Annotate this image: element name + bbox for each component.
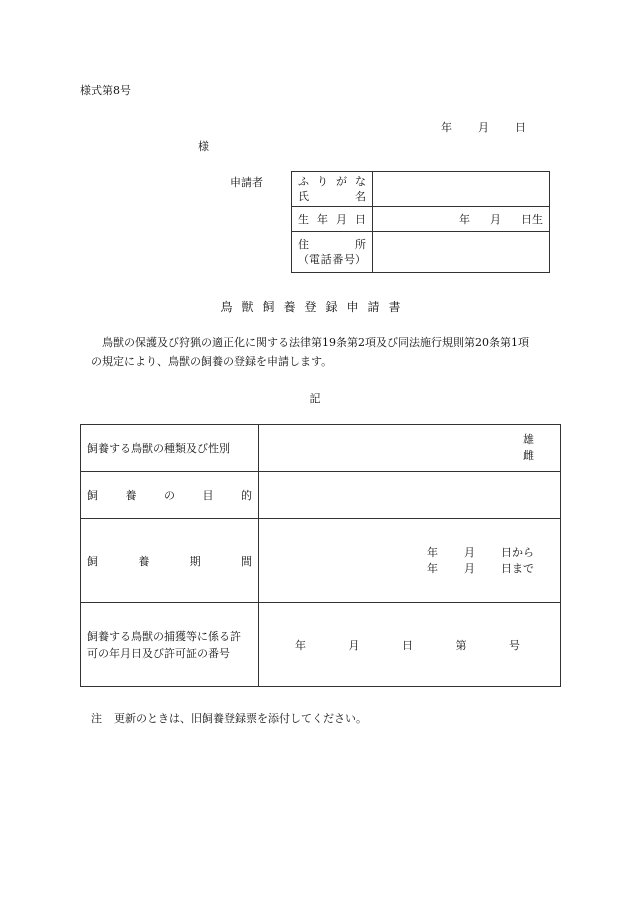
note-text: 更新のときは、旧飼養登録票を添付してください。 [114, 712, 367, 725]
address-label: 住 所 [298, 238, 366, 251]
female-label: 雌 [523, 449, 534, 462]
furigana-label: ふ り が な [298, 175, 366, 188]
species-sex-row [81, 425, 561, 472]
permit-field[interactable] [259, 603, 561, 687]
birth-date-field[interactable]: 年 月 日生 [373, 207, 550, 232]
period-field[interactable] [259, 519, 561, 603]
species-sex-label: 飼養する鳥獣の種類及び性別 [81, 425, 259, 472]
applicant-birth-row [292, 207, 550, 232]
permit-label: 飼養する鳥獣の捕獲等に係る許 可の年月日及び許可証の番号 [81, 603, 259, 687]
permit-year: 年 [295, 638, 306, 652]
period-row [81, 519, 561, 603]
address-label-cell [292, 232, 373, 273]
purpose-label: 飼 養 の 目 的 [81, 472, 259, 519]
name-label: 氏 名 [298, 190, 366, 203]
form-number: 様式第8号 [80, 84, 131, 97]
applicant-table [291, 171, 550, 273]
name-field[interactable] [373, 172, 550, 207]
applicant-label: 申請者 [230, 176, 263, 189]
phone-label: （電 話 番 号） [298, 253, 366, 266]
date-day: 日 [515, 121, 526, 134]
statement-line-1: 鳥獣の保護及び狩猟の適正化に関する法律第19条第2項及び同法施行規則第20条第1項 [102, 336, 529, 349]
applicant-name-row [292, 172, 550, 207]
permit-dai: 第 [455, 638, 467, 652]
period-label: 飼 養 期 間 [81, 519, 259, 603]
statement-line-2: の規定により、鳥獣の飼養の登録を申請します。 [91, 355, 333, 368]
permit-go: 号 [509, 638, 520, 652]
application-statement [91, 333, 561, 371]
date-month: 月 [478, 121, 489, 134]
permit-row [81, 603, 561, 687]
permit-day: 日 [402, 638, 413, 652]
name-label-cell [292, 172, 373, 207]
period-from: 年 月 日から [427, 545, 534, 559]
ki-heading: 記 [309, 392, 321, 405]
address-field[interactable] [373, 232, 550, 273]
period-to: 年 月 日まで [427, 561, 534, 575]
male-label: 雄 [523, 433, 534, 446]
details-table [80, 424, 561, 687]
document-title: 鳥獣飼養登録申請書 [220, 300, 410, 314]
species-sex-field[interactable] [259, 425, 561, 472]
birth-label: 生 年 月 日 [292, 207, 373, 232]
date-year: 年 [441, 121, 452, 134]
purpose-field[interactable] [259, 472, 561, 519]
note-prefix: 注 [91, 712, 102, 725]
purpose-row [81, 472, 561, 519]
footnote [91, 710, 367, 726]
addressee-suffix: 様 [198, 140, 209, 153]
applicant-address-row [292, 232, 550, 273]
submission-date [441, 119, 526, 135]
permit-month: 月 [348, 638, 360, 652]
